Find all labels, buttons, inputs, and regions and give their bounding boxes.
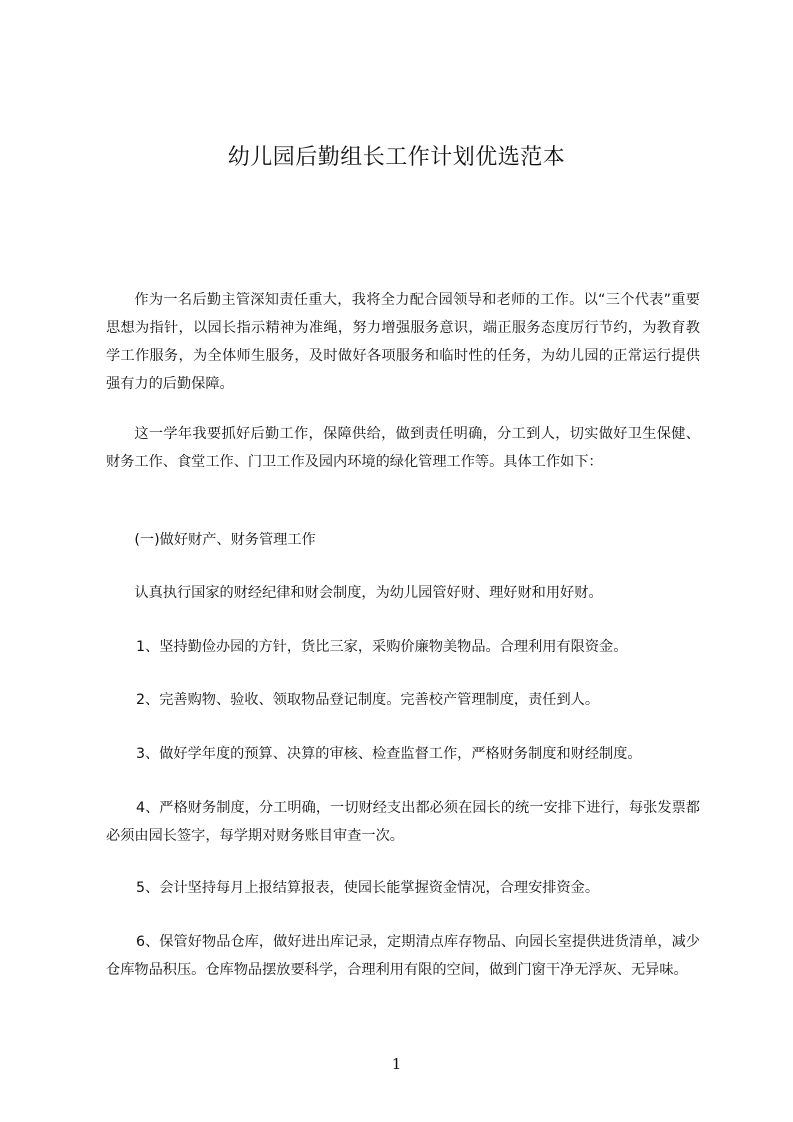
paragraph-intro: 作为一名后勤主管深知责任重大，我将全力配合园领导和老师的工作。以“三个代表”重要思想为指针，以园长指示精神为准绳，努力增强服务意识，端正服务态度厉行节约，为教育教学工作服务，为全体师生服务，及时做好各项服务和临时性的任务，为幼儿园的正常运行提供强有力的后勤保障。	[106, 292, 700, 392]
list-item-5: 5、会计坚持每月上报结算报表，使园长能掌握资金情况，合理安排资金。	[136, 880, 600, 896]
list-item-1: 1、坚持勤俭办园的方针，货比三家，采购价廉物美物品。合理利用有限资金。	[136, 639, 628, 655]
list-item-4: 4、严格财务制度，分工明确，一切财经支出都必须在园长的统一安排下进行，每张发票都必须由园长签字，每学期对财务账目审查一次。	[106, 800, 700, 844]
list-item-6: 6、保管好物品仓库，做好进出库记录，定期清点库存物品、向园长室提供进货清单，减少仓库物品积压。仓库物品摆放要科学，合理利用有限的空间，做到门窗干净无浮灰、无异味。	[106, 934, 700, 978]
paragraph-overview: 这一学年我要抓好后勤工作，保障供给，做到责任明确，分工到人，切实做好卫生保健、财务工作、食堂工作、门卫工作及园内环境的绿化管理工作等。具体工作如下：	[106, 426, 700, 470]
page-number: 1	[391, 1055, 402, 1073]
paragraph-finance-intro: 认真执行国家的财经纪律和财会制度，为幼儿园管好财、理好财和用好财。	[134, 585, 603, 601]
section-heading-finance: (一)做好财产、财务管理工作	[134, 532, 316, 548]
list-item-2: 2、完善购物、验收、领取物品登记制度。完善校产管理制度，责任到人。	[136, 692, 600, 708]
list-item-3: 3、做好学年度的预算、决算的审核、检查监督工作，严格财务制度和财经制度。	[136, 746, 642, 762]
document-title: 幼儿园后勤组长工作计划优选范本	[227, 145, 566, 170]
